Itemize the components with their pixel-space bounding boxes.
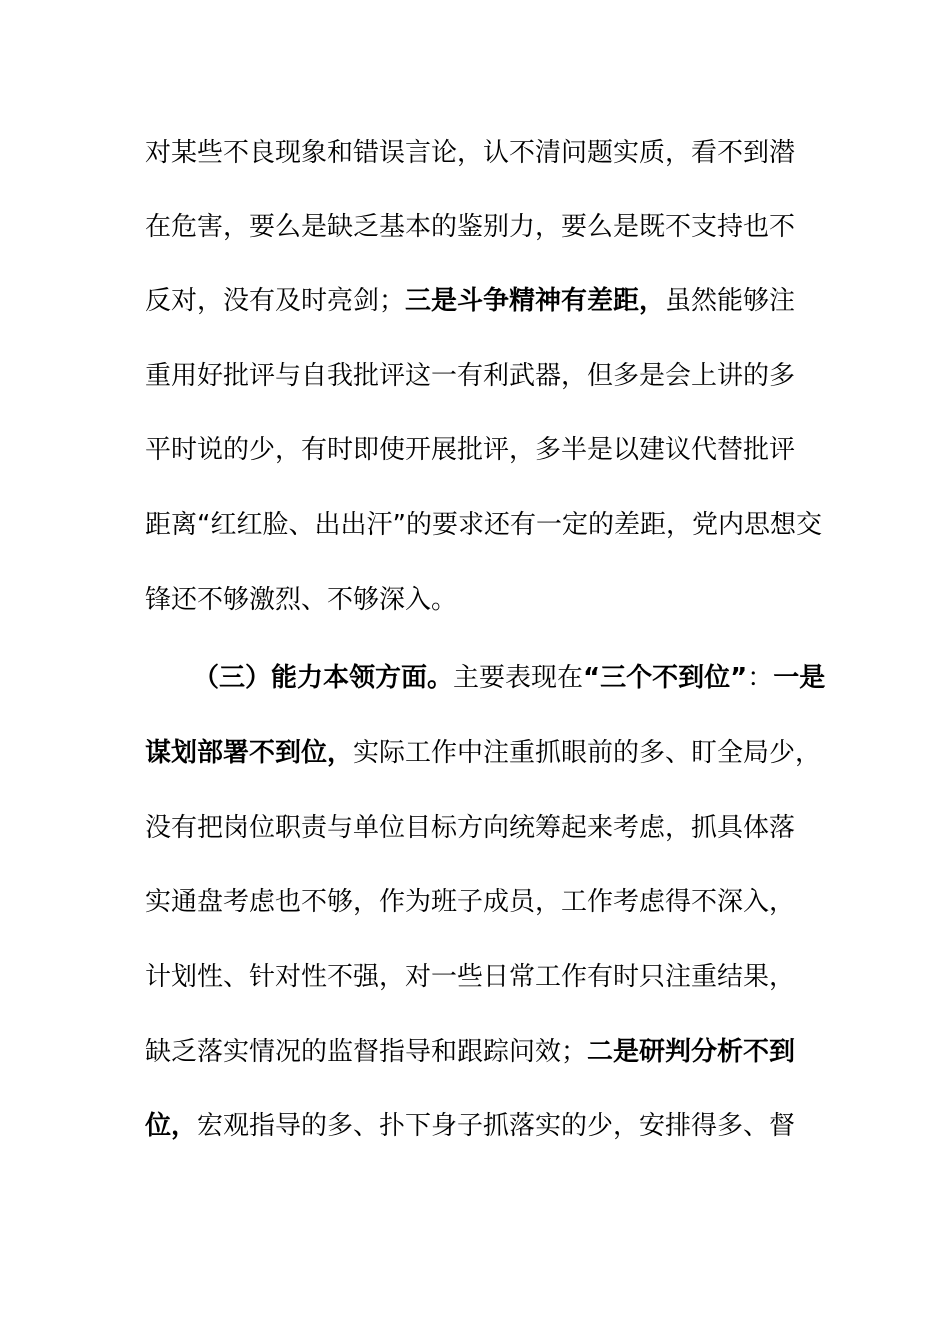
text-span: 实际工作中注重抓眼前的多、盯全局少，: [353, 738, 822, 768]
text-span: 重用好批评与自我批评这一有利武器，但多是会上讲的多: [145, 361, 796, 391]
text-line-5: [145, 430, 845, 470]
section-heading-span: （三）能力本领方面。: [193, 663, 454, 693]
bold-heading-span: 二是研判分析不到: [587, 1037, 796, 1067]
text-line-8: [193, 658, 893, 698]
text-span: 缺乏落实情况的监督指导和跟踪问效；: [145, 1037, 588, 1067]
text-span: 宏观指导的多、扑下身子抓落实的少，安排得多、督: [197, 1111, 796, 1141]
text-span: 在危害，要么是缺乏基本的鉴别力，要么是既不支持也不: [145, 212, 796, 242]
text-line-10: [145, 808, 845, 848]
text-span: 实通盘考虑也不够，作为班子成员，工作考虑得不深入，: [145, 887, 796, 917]
text-line-1: [145, 133, 845, 173]
text-span: 没有把岗位职责与单位目标方向统筹起来考虑，抓具体落: [145, 813, 796, 843]
text-span: 反对，没有及时亮剑；: [145, 286, 406, 316]
bold-quote-span: “三个不到位”: [583, 663, 748, 693]
bold-heading-span: 三是斗争精神有差距，: [405, 286, 666, 316]
text-span: ：: [747, 663, 774, 693]
text-line-14: [145, 1106, 845, 1146]
text-line-4: [145, 356, 845, 396]
text-span: 对某些不良现象和错误言论，认不清问题实质，看不到潜: [145, 138, 796, 168]
text-line-7: [145, 580, 845, 620]
text-line-13: [145, 1032, 845, 1072]
text-span: 平时说的少，有时即使开展批评，多半是以建议代替批评: [145, 435, 796, 465]
text-span: 距离“红红脸、出出汗”的要求还有一定的差距，党内思想交: [145, 510, 822, 540]
text-line-9: [145, 733, 845, 773]
text-line-3: [145, 281, 845, 321]
text-span: 虽然能够注: [665, 286, 796, 316]
text-span: 计划性、针对性不强，对一些日常工作有时只注重结果，: [145, 962, 796, 992]
bold-heading-span: 一是: [773, 663, 826, 693]
bold-heading-span: 位，: [145, 1111, 198, 1141]
text-line-11: [145, 882, 845, 922]
bold-heading-span: 谋划部署不到位，: [145, 738, 354, 768]
text-line-2: [145, 207, 845, 247]
text-line-12: [145, 957, 845, 997]
text-span: 锋还不够激烈、不够深入。: [145, 585, 458, 615]
text-line-6: [145, 505, 845, 545]
text-span: 主要表现在: [453, 663, 584, 693]
